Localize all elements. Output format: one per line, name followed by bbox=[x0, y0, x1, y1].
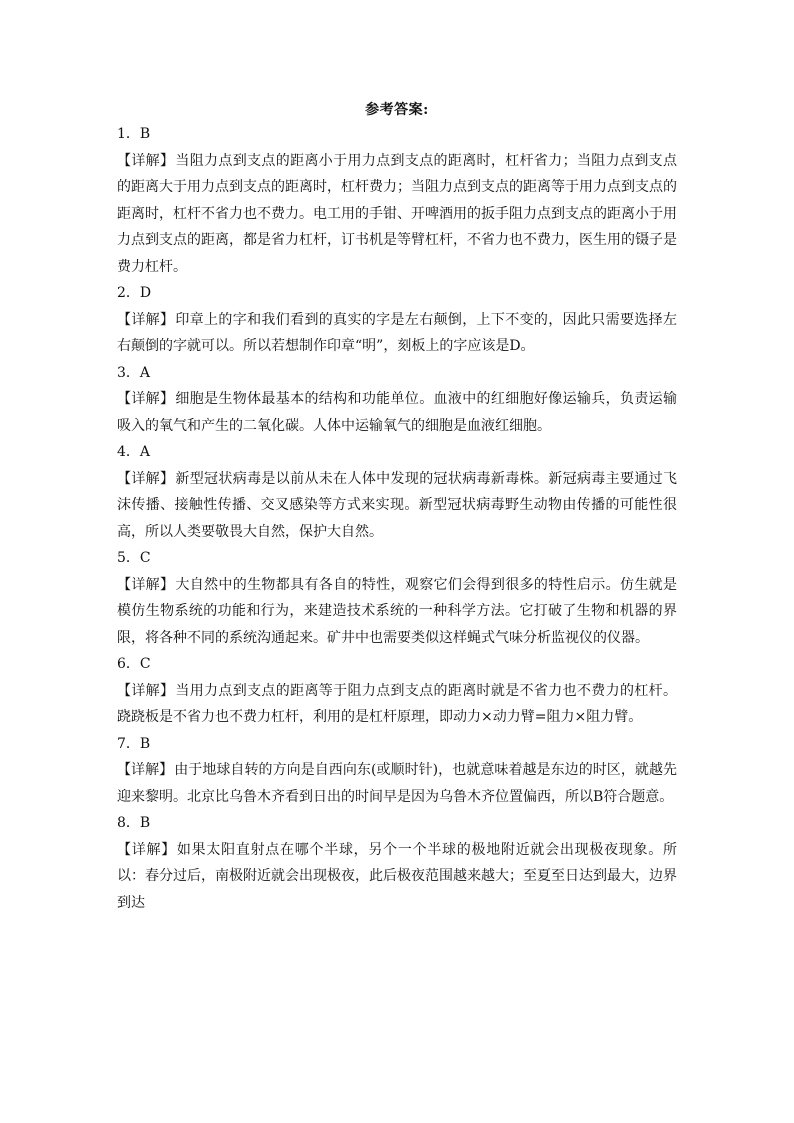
question-2-number: 2．D bbox=[117, 285, 152, 301]
question-6-detail-text: 当用力点到支点的距离等于阻力点到支点的距离时就是不省力也不费力的杠杆。跷跷板是不省力也不费力杠杆，利用的是杠杆原理，即动力×动力臂=阻力×阻力臂。 bbox=[117, 682, 678, 725]
question-5-detail-text: 大自然中的生物都具有各自的特性，观察它们会得到很多的特性启示。仿生就是模仿生物系统的功能和行为，来建造技术系统的一种科学方法。它打破了生物和机器的界限，将各种不同的系统沟通起来。矿井中也需要类似这样蝇式气味分析监视仪的仪器。 bbox=[117, 576, 678, 646]
detail-tag: 【详解】 bbox=[117, 152, 175, 169]
question-1-number: 1．B bbox=[117, 126, 151, 142]
answer-list bbox=[117, 121, 677, 916]
question-7-detail bbox=[117, 757, 677, 810]
question-4-number: 4．A bbox=[117, 444, 151, 460]
question-7-detail-text: 由于地球自转的方向是自西向东(或顺时针)，也就意味着越是东边的时区，就越先迎来黎明。北京比乌鲁木齐看到日出的时间早是因为乌鲁木齐位置偏西，所以B符合题意。 bbox=[117, 762, 678, 805]
question-5-number: 5．C bbox=[117, 550, 151, 566]
question-4-detail-text: 新型冠状病毒是以前从未在人体中发现的冠状病毒新毒株。新冠病毒主要通过飞沫传播、接触性传播、交叉感染等方式来实现。新型冠状病毒野生动物由传播的可能性很高，所以人类要敬畏大自然，保护大自然。 bbox=[117, 470, 678, 540]
detail-tag: 【详解】 bbox=[117, 391, 175, 407]
question-4-detail bbox=[117, 466, 677, 546]
question-2-detail bbox=[117, 307, 677, 360]
detail-tag: 【详解】 bbox=[117, 841, 176, 858]
question-8-detail-text: 如果太阳直射点在哪个半球，另个一个半球的极地附近就会出现极夜现象。所以：春分过后，南极附近就会出现极夜，此后极夜范围越来越大；至夏至日达到最大，边界到达 bbox=[117, 841, 678, 911]
question-6-detail bbox=[117, 678, 677, 731]
question-3-number: 3．A bbox=[117, 364, 151, 381]
question-3-detail-text: 细胞是生物体最基本的结构和功能单位。血液中的红细胞好像运输兵，负责运输吸入的氧气和产生的二氧化碳。人体中运输氧气的细胞是血液红细胞。 bbox=[117, 391, 678, 434]
detail-tag: 【详解】 bbox=[117, 682, 175, 699]
question-1-detail-text: 当阻力点到支点的距离小于用力点到支点的距离时，杠杆省力；当阻力点到支点的距离大于用力点到支点的距离时，杠杆费力；当阻力点到支点的距离等于用力点到支点的距离时，杠杆不省力也不费力。电工用的手钳、开啤酒用的扳手阻力点到支点的距离小于用力点到支点的距离，都是省力杠杆，订书机是等臂杠杆，不省力也不费力，医生用的镊子是费力杠杆。 bbox=[117, 152, 678, 275]
question-7-number: 7．B bbox=[117, 735, 151, 752]
question-5-detail bbox=[117, 572, 677, 652]
detail-tag: 【详解】 bbox=[117, 762, 174, 778]
question-8-detail bbox=[117, 837, 677, 917]
detail-tag: 【详解】 bbox=[117, 311, 175, 328]
detail-tag: 【详解】 bbox=[117, 470, 175, 487]
question-8-number: 8．B bbox=[117, 815, 151, 831]
question-3-detail bbox=[117, 386, 677, 439]
question-6-number: 6．C bbox=[117, 656, 151, 672]
question-2-detail-text: 印章上的字和我们看到的真实的字是左右颠倒，上下不变的，因此只需要选择左右颠倒的字就可以。所以若想制作印章“明”，刻板上的字应该是D。 bbox=[117, 311, 678, 354]
page-title: 参考答案: bbox=[365, 102, 429, 118]
question-1-detail bbox=[117, 148, 677, 281]
detail-tag: 【详解】 bbox=[117, 576, 175, 593]
